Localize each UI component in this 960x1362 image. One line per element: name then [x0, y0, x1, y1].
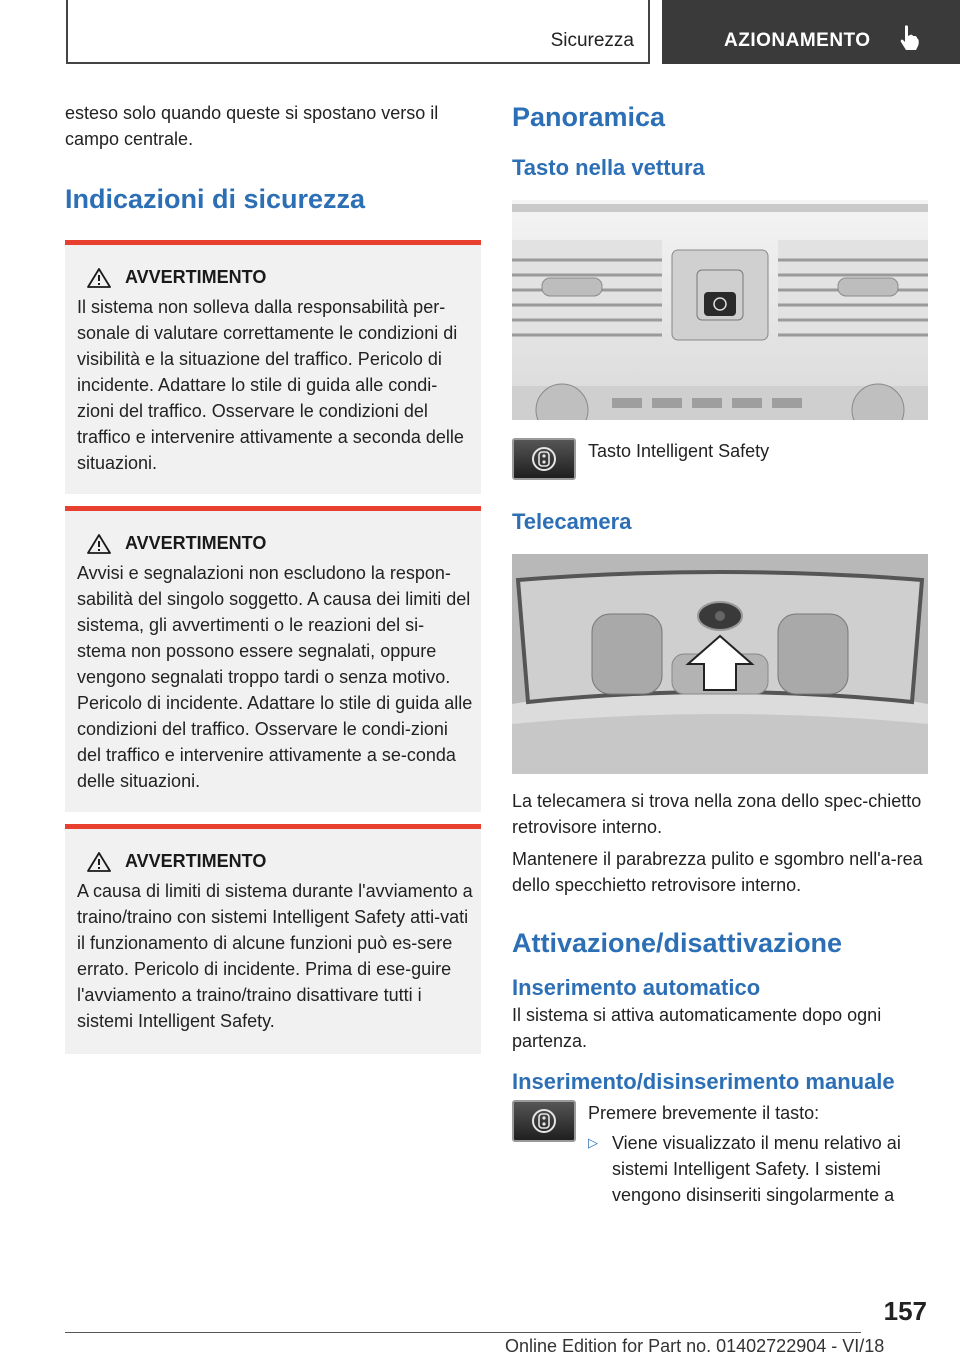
auto-paragraph: Il sistema si attiva automaticamente dopo ogni partenza. [512, 1005, 882, 1051]
warning-title-2: AVVERTIMENTO [77, 533, 473, 554]
warning-title-1: AVVERTIMENTO [77, 267, 473, 288]
warning-text-3: A causa di limiti di sistema durante l'avviamento a traino/traino con sistemi Intelligent Safety atti-vati il funzionamento di alcune funzioni può es-sere errato. Pericolo di incidente. Prima di ese-guire l'avviamento a traino/traino disattivare tutti i sistemi Intelligent Safety. [77, 881, 473, 1031]
auto-heading: Inserimento automatico [512, 975, 761, 1000]
manuale-heading: Inserimento/disinserimento manuale [512, 1069, 895, 1094]
warning-text-2: Avvisi e segnalazioni non escludono la respon-sabilità del singolo soggetto. A causa dei limiti del sistema, gli avvertimenti o le reazioni del si-stema non possono essere segnalati, oppure vengono segnalati troppo tardi o senza motivo. Pericolo di incidente. Adattare lo stile di guida alle condizioni del traffico. Osservare le condi-zioni del traffico e intervenire attivamente a se-conda delle situazioni. [77, 563, 473, 791]
intro-paragraph: esteso solo quando queste si spostano verso il campo centrale. [65, 103, 439, 149]
attivazione-heading: Attivazione/disattivazione [512, 928, 843, 958]
header-section-label: Sicurezza [550, 30, 634, 51]
panoramica-heading: Panoramica [512, 102, 666, 132]
warning-box-2 [65, 506, 481, 812]
camera-photo [512, 554, 928, 774]
warning-triangle-icon [87, 534, 111, 554]
warning-box-1 [65, 240, 481, 494]
telecamera-heading: Telecamera [512, 509, 632, 534]
header-section-tab [66, 0, 650, 64]
header-chapter-tab [662, 0, 960, 64]
list-item: ▷ Viene visualizzato il menu relativo ai sistemi Intelligent Safety. I sistemi vengono disinseriti singolarmente a [588, 1130, 928, 1208]
telecamera-paragraph-2: Mantenere il parabrezza pulito e sgombro nell'a-rea dello specchietto retrovisore interno. [512, 849, 923, 895]
warning-text-1: Il sistema non solleva dalla responsabilità per-sonale di valutare correttamente le condizioni di visibilità e la situazione del traffico. Pericolo di incidente. Adattare lo stile di guida alle condi-zioni del traffico. Osservare le condizioni del traffico e intervenire attivamente a seconda delle situazioni. [77, 297, 464, 473]
footer-divider [65, 1332, 861, 1333]
warning-triangle-icon [87, 268, 111, 288]
warning-title-3: AVVERTIMENTO [77, 851, 473, 872]
footer-edition: Online Edition for Part no. 01402722904 - VI/18 [505, 1336, 885, 1356]
warning-triangle-icon [87, 852, 111, 872]
left-column [65, 100, 481, 1054]
manuale-icon-row [512, 1100, 928, 1208]
intelligent-safety-button-icon [512, 1100, 576, 1142]
intelligent-safety-button-icon [512, 438, 576, 480]
header-chapter-label: AZIONAMENTO [724, 30, 871, 51]
tasto-heading: Tasto nella vettura [512, 155, 705, 180]
right-column [512, 100, 928, 1208]
triangle-bullet-icon: ▷ [588, 1135, 598, 1150]
dashboard-button-photo [512, 200, 928, 420]
tasto-caption: Tasto Intelligent Safety [588, 441, 770, 461]
hand-pointer-icon [898, 24, 920, 52]
page-number: 157 [883, 1296, 927, 1326]
warning-box-3 [65, 824, 481, 1054]
safety-heading: Indicazioni di sicurezza [65, 184, 366, 214]
tasto-icon-row [512, 438, 928, 480]
telecamera-paragraph-1: La telecamera si trova nella zona dello spec-chietto retrovisore interno. [512, 791, 922, 837]
manuale-paragraph: Premere brevemente il tasto: [588, 1103, 820, 1123]
